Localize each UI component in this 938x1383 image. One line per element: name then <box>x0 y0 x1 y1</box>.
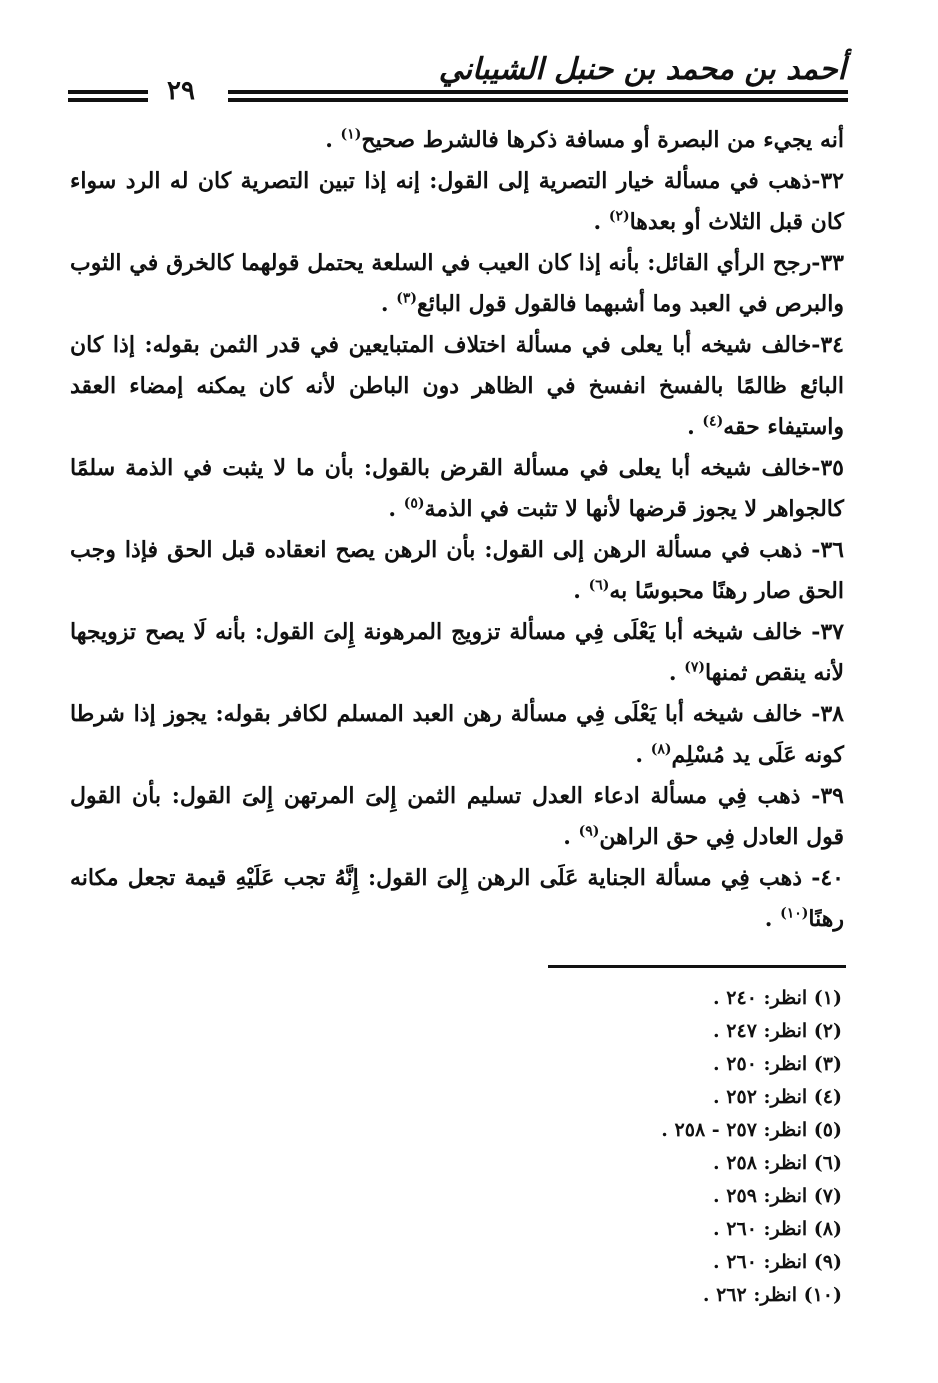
footnote-ref[interactable]: (٤) <box>702 413 724 430</box>
header-rule-right-top <box>228 90 848 94</box>
header-rule-left-top <box>68 90 148 94</box>
footnote-item: (٦) انظر: ٢٥٨ . <box>713 1152 842 1174</box>
paragraph-end: . <box>593 209 602 235</box>
paragraph-text: ٣٣-رجح الرأي القائل: بأنه إذا كان العيب في السلعة يحتمل قولهما كالخرق في الثوب والبرص في العبد وما أشبهما فالقول قول البائع <box>70 250 844 317</box>
paragraph-end: . <box>573 578 581 604</box>
footnote-ref[interactable]: (٥) <box>403 495 425 512</box>
running-header-title: أحمد بن محمد بن حنبل الشيباني <box>438 52 846 87</box>
paragraph <box>70 120 844 161</box>
header-rule-right-bottom <box>228 98 848 102</box>
main-text <box>70 120 844 940</box>
header-rule-left-bottom <box>68 98 148 102</box>
paragraph <box>70 694 844 776</box>
footnote-ref[interactable]: (٧) <box>684 659 706 676</box>
footnote-item: (٢) انظر: ٢٤٧ . <box>713 1020 842 1042</box>
footnote-ref[interactable]: (٣) <box>396 290 417 307</box>
paragraph-text: ٣٢-ذهب في مسألة خيار التصرية إلى القول: إنه إذا تبين التصرية كان له الرد سواء كان قبل الثلاث أو بعدها <box>70 168 844 235</box>
footnote-ref[interactable]: (١٠) <box>780 905 809 922</box>
footnote-separator <box>548 965 846 968</box>
footnote-item: (٤) انظر: ٢٥٢ . <box>713 1086 842 1108</box>
paragraph <box>70 243 844 325</box>
paragraph-end: . <box>764 906 773 932</box>
paragraph-text: ٣٥-خالف شيخه أبا يعلى في مسألة القرض بالقول: بأن ما لا يثبت في الذمة سلمًا كالجواهر لا يجوز قرضها لأنها لا تثبت في الذمة <box>70 455 844 522</box>
paragraph-end: . <box>635 742 644 768</box>
paragraph-text: ٤٠- ذهب فِي مسألة الجناية عَلَى الرهن إِلىَ القول: إِنَّهُ تجب عَلَيْهِ قيمة تجعل مكانه رهنًا <box>70 865 844 932</box>
footnote-ref[interactable]: (٩) <box>578 823 600 840</box>
footnote-item: (١٠) انظر: ٢٦٢ . <box>702 1284 842 1306</box>
paragraph <box>70 776 844 858</box>
paragraph-text: ٣٤-خالف شيخه أبا يعلى في مسألة اختلاف المتبايعين في قدر الثمن بقوله: إذا كان البائع ظالمًا بالفسخ انفسخ في الظاهر دون الباطن لأنه كان يمكنه إمضاء العقد واستيفاء حقه <box>70 332 844 440</box>
paragraph-text: ٣٧- خالف شيخه أبا يَعْلَى فِي مسألة تزويج المرهونة إِلىَ القول: بأنه لَا يصح تزويجها لأنه ينقص ثمنها <box>70 619 844 686</box>
paragraph <box>70 161 844 243</box>
paragraph <box>70 858 844 940</box>
paragraph-text: ٣٦- ذهب في مسألة الرهن إلى القول: بأن الرهن يصح انعقاده قبل الحق فإذا وجب الحق صار رهنًا محبوسًا به <box>70 537 844 604</box>
footnote-item: (٨) انظر: ٢٦٠ . <box>713 1218 842 1240</box>
paragraph-text: أنه يجيء من البصرة أو مسافة ذكرها فالشرط صحيح <box>361 127 844 153</box>
paragraph <box>70 530 844 612</box>
paragraph-text: ٣٩- ذهب فِي مسألة ادعاء العدل تسليم الثمن إِلىَ المرتهن إِلىَ القول: بأن القول قول العادل فِي حق الراهن <box>70 783 844 850</box>
footnote-ref[interactable]: (٦) <box>588 577 610 594</box>
paragraph-end: . <box>380 291 389 317</box>
paragraph <box>70 448 844 530</box>
paragraph <box>70 325 844 448</box>
paragraph-text: ٣٨- خالف شيخه أبا يَعْلَى فِي مسألة رهن العبد المسلم لكافر بقوله: يجوز إذا شرطا كونه عَلَى يد مُسْلِم <box>70 701 844 768</box>
page-number: ٢٩ <box>167 76 195 106</box>
paragraph-end: . <box>668 660 677 686</box>
paragraph-end: . <box>563 824 571 850</box>
footnote-ref[interactable]: (٢) <box>608 208 630 225</box>
footnote-ref[interactable]: (٨) <box>650 741 672 758</box>
footnotes-list <box>482 982 842 1312</box>
paragraph <box>70 612 844 694</box>
paragraph-end: . <box>325 127 333 153</box>
paragraph-end: . <box>388 496 397 522</box>
footnote-ref[interactable]: (١) <box>340 126 362 143</box>
footnote-item: (١) انظر: ٢٤٠ . <box>713 987 842 1009</box>
footnote-item: (٣) انظر: ٢٥٠ . <box>713 1053 842 1075</box>
paragraph-end: . <box>687 414 695 440</box>
footnote-item: (٧) انظر: ٢٥٩ . <box>713 1185 842 1207</box>
footnote-item: (٥) انظر: ٢٥٧ - ٢٥٨ . <box>661 1119 842 1141</box>
footnote-item: (٩) انظر: ٢٦٠ . <box>713 1251 842 1273</box>
